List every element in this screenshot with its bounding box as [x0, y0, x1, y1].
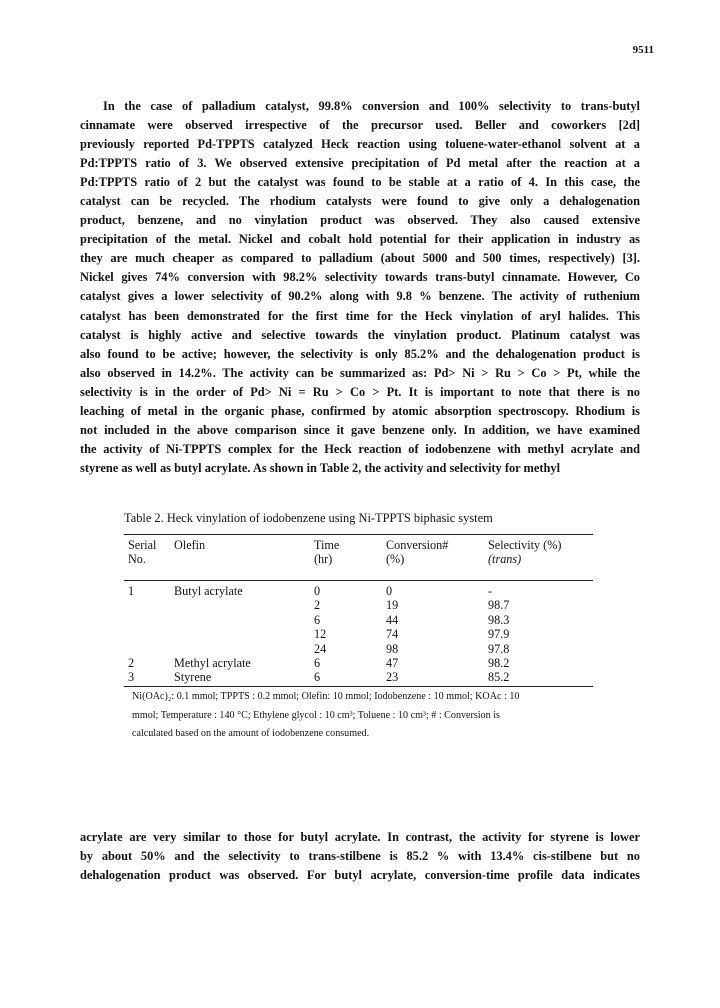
header-conversion: Conversion# — [386, 538, 449, 552]
table-bottom-rule — [124, 686, 593, 687]
table-top-rule — [124, 534, 593, 535]
header-conversion-unit: (%) — [386, 552, 405, 566]
paragraph-line: they are much cheaper as compared to palladium (about 5000 and 500 times, respectively) [3]. — [80, 251, 640, 266]
paragraph-line: styrene as well as butyl acrylate. As shown in Table 2, the activity and selectivity for methyl — [80, 460, 561, 475]
table-caption: Table 2. Heck vinylation of iodobenzene using Ni-TPPTS biphasic system — [124, 511, 493, 525]
paragraph-line: also observed in 14.2%. The activity can be summarized as: Pd> Ni > Ru > Co > Pt, while the — [80, 365, 640, 380]
header-time-unit: (hr) — [314, 552, 333, 566]
paragraph-line: In the case of palladium catalyst, 99.8% conversion and 100% selectivity to trans-butyl — [103, 99, 640, 113]
paragraph-line: cinnamate were observed irrespective of the precursor used. Beller and coworkers [2d] — [80, 118, 640, 133]
cell-olefin: Butyl acrylate — [174, 584, 243, 598]
footnote-line: mmol; Temperature : 140 °C; Ethylene glycol : 10 cm³; Toluene : 10 cm³; # : Conversion is — [132, 709, 500, 721]
cell-selectivity: 85.2 — [488, 670, 510, 685]
cell-olefin: Methyl acrylate — [174, 656, 251, 670]
paragraph-line: catalyst has been demonstrated for the first time for the Heck vinylation of aryl halides. This — [80, 308, 640, 323]
cell-conversion: 19 — [386, 598, 399, 613]
cell-serial: 2 — [128, 656, 135, 670]
paragraph-line: selectivity is in the order of Pd> Ni = Ru > Co > Pt. It is important to note that there is no — [80, 384, 640, 399]
paragraph-line: not included in the above comparison since it gave benzene only. In addition, we have examined — [80, 422, 640, 437]
cell-selectivity: 97.8 — [488, 641, 510, 656]
cell-selectivity: 97.9 — [488, 627, 510, 642]
cell-time: 24 — [314, 641, 327, 656]
cell-time: 0 — [314, 584, 321, 598]
page-number: 9511 — [632, 44, 654, 56]
paragraph-line: Pd:TPPTS ratio of 3. We observed extensive precipitation of Pd metal after the reaction at a — [80, 156, 640, 171]
header-selectivity-sub: (trans) — [488, 552, 522, 566]
paragraph-line: Nickel gives 74% conversion with 98.2% selectivity towards trans-butyl cinnamate. However, Co — [80, 270, 640, 285]
paragraph-line: catalyst is highly active and selective towards the vinylation product. Platinum catalyst was — [80, 327, 640, 342]
body-paragraph-1 — [80, 97, 640, 478]
paragraph-line: acrylate are very similar to those for butyl acrylate. In contrast, the activity for styrene is lower — [80, 830, 640, 844]
header-serial-sub: No. — [128, 552, 146, 566]
table-footnote — [132, 688, 594, 744]
footnote-line: Ni(OAc)₂: 0.1 mmol; TPPTS : 0.2 mmol; Olefin: 10 mmol; Iodobenzene : 10 mmol; KOAc : 10 — [132, 691, 520, 702]
paragraph-line: the activity of Ni-TPPTS complex for the Heck reaction of iodobenzene with methyl acrylate and — [80, 441, 640, 456]
header-time: Time — [314, 538, 340, 552]
cell-time: 12 — [314, 627, 327, 642]
cell-conversion: 0 — [386, 584, 393, 598]
paragraph-line: catalyst can be recycled. The rhodium catalysts were found to give only a dehalogenation — [80, 194, 640, 209]
paragraph-line: also found to be active; however, the selectivity is only 85.2% and the dehalogenation product is — [80, 346, 640, 361]
cell-selectivity: 98.7 — [488, 598, 510, 613]
paragraph-line: catalyst gives a lower selectivity of 90.2% along with 9.8 % benzene. The activity of ruthenium — [80, 289, 640, 304]
cell-olefin: Styrene — [174, 670, 212, 685]
cell-serial: 1 — [128, 584, 135, 598]
cell-conversion: 44 — [386, 612, 399, 627]
header-serial: Serial — [128, 538, 157, 552]
cell-time: 2 — [314, 598, 321, 613]
paragraph-line: by about 50% and the selectivity to trans-stilbene is 85.2 % with 13.4% cis-stilbene but no — [80, 849, 640, 864]
header-olefin: Olefin — [174, 538, 206, 552]
body-paragraph-2 — [80, 828, 640, 885]
cell-conversion: 98 — [386, 641, 399, 656]
paragraph-line: previously reported Pd-TPPTS catalyzed Heck reaction using toluene-water-ethanol solvent at a — [80, 137, 640, 152]
cell-conversion: 23 — [386, 670, 399, 685]
paragraph-line: precipitation of the metal. Nickel and cobalt hold potential for their application in industry as — [80, 232, 640, 247]
cell-selectivity: - — [488, 584, 493, 598]
cell-selectivity: 98.3 — [488, 612, 510, 627]
cell-conversion: 74 — [386, 627, 399, 642]
cell-serial: 3 — [128, 670, 135, 685]
table-header-rule — [124, 580, 593, 581]
paragraph-line: leaching of metal in the organic phase, confirmed by atomic absorption spectroscopy. Rhodium is — [80, 403, 640, 418]
header-selectivity: Selectivity (%) — [488, 538, 562, 552]
cell-time: 6 — [314, 670, 321, 685]
cell-conversion: 47 — [386, 656, 399, 670]
paragraph-line: Pd:TPPTS ratio of 2 but the catalyst was found to be stable at a ratio of 4. In this case, the — [80, 175, 640, 190]
paragraph-line: dehalogenation product was observed. For butyl acrylate, conversion-time profile data indicates — [80, 868, 640, 883]
footnote-line: calculated based on the amount of iodobenzene consumed. — [132, 728, 370, 739]
cell-selectivity: 98.2 — [488, 656, 510, 670]
cell-time: 6 — [314, 656, 321, 670]
paragraph-line: product, benzene, and no vinylation product was observed. They also caused extensive — [80, 213, 640, 228]
cell-time: 6 — [314, 612, 321, 627]
